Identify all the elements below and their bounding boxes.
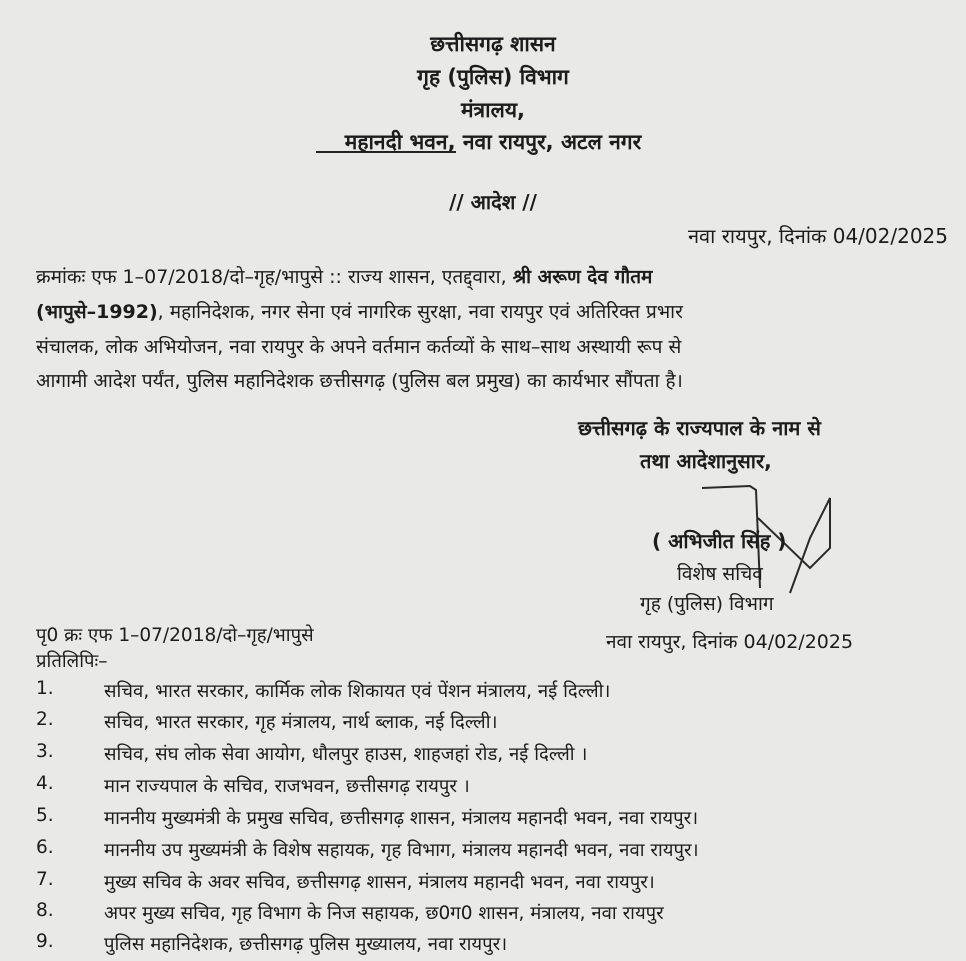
governor-line-1: छत्तीसगढ़ के राज्यपाल के नाम से bbox=[578, 416, 821, 440]
order-date: नवा रायपुर, दिनांक 04/02/2025 bbox=[687, 224, 948, 248]
list-number: 2. bbox=[36, 709, 54, 730]
list-text: मान राज्यपाल के सचिव, राजभवन, छत्तीसगढ़ रायपुर । bbox=[104, 776, 470, 797]
list-text: मुख्य सचिव के अवर सचिव, छत्तीसगढ़ शासन, मंत्रालय महानदी भवन, नवा रायपुर। bbox=[104, 872, 655, 893]
order-reference-text: क्रमांकः एफ 1–07/2018/दो–गृह/भापुसे :: राज्य शासन, एतद्द्वारा, bbox=[36, 266, 513, 288]
body-line-1 bbox=[36, 260, 652, 295]
signatory-designation: विशेष सचिव bbox=[677, 563, 763, 585]
header-department: गृह (पुलिस) विभाग bbox=[417, 65, 569, 89]
list-number: 9. bbox=[36, 931, 54, 952]
list-number: 4. bbox=[36, 773, 54, 794]
copy-label: प्रतिलिपिः– bbox=[36, 651, 108, 672]
header-government: छत्तीसगढ़ शासन bbox=[430, 32, 556, 56]
body-line-4: आगामी आदेश पर्यंत, पुलिस महानिदेशक छत्तीसगढ़ (पुलिस बल प्रमुख) का कार्यभार सौंपता है। bbox=[36, 370, 683, 392]
list-number: 1. bbox=[36, 678, 54, 699]
endorsement-reference: पृ0 क्रः एफ 1–07/2018/दो–गृह/भापुसे bbox=[36, 625, 314, 646]
order-title: // आदेश // bbox=[449, 190, 537, 214]
signatory-department: गृह (पुलिस) विभाग bbox=[640, 593, 774, 615]
officer-designation-text: , महानिदेशक, नगर सेना एवं नागरिक सुरक्षा, नवा रायपुर एवं अतिरिक्त प्रभार bbox=[157, 301, 683, 323]
list-number: 8. bbox=[36, 900, 54, 921]
list-number: 5. bbox=[36, 805, 54, 826]
list-text: माननीय उप मुख्यमंत्री के विशेष सहायक, गृह विभाग, मंत्रालय महानदी भवन, नवा रायपुर। bbox=[104, 840, 699, 861]
governor-line-2: तथा आदेशानुसार, bbox=[640, 449, 772, 473]
list-text: पुलिस महानिदेशक, छत्तीसगढ़ पुलिस मुख्यालय, नवा रायपुर। bbox=[104, 934, 508, 955]
endorsement-date: नवा रायपुर, दिनांक 04/02/2025 bbox=[606, 631, 854, 653]
list-text: अपर मुख्य सचिव, गृह विभाग के निज सहायक, छ0ग0 शासन, मंत्रालय, नवा रायपुर bbox=[104, 903, 664, 924]
list-text: सचिव, संघ लोक सेवा आयोग, धौलपुर हाउस, शाहजहां रोड, नई दिल्ली । bbox=[104, 744, 588, 765]
list-text: माननीय मुख्यमंत्री के प्रमुख सचिव, छत्तीसगढ़ शासन, मंत्रालय महानदी भवन, नवा रायपुर। bbox=[104, 808, 699, 829]
list-item bbox=[0, 805, 966, 835]
list-number: 7. bbox=[36, 869, 54, 890]
list-item bbox=[0, 837, 966, 867]
list-item bbox=[0, 869, 966, 899]
signatory-name: ( अभिजीत सिंह ) bbox=[652, 529, 787, 553]
body-line-3: संचालक, लोक अभियोजन, नवा रायपुर के अपने वर्तमान कर्तव्यों के साथ–साथ अस्थायी रूप से bbox=[36, 336, 682, 358]
list-text: सचिव, भारत सरकार, गृह मंत्रालय, नार्थ ब्लाक, नई दिल्ली। bbox=[104, 712, 498, 733]
header-ministry: मंत्रालय, bbox=[461, 98, 525, 122]
list-item bbox=[0, 709, 966, 739]
list-item bbox=[0, 773, 966, 803]
list-item bbox=[0, 931, 966, 961]
body-line-2 bbox=[36, 295, 683, 330]
list-number: 3. bbox=[36, 741, 54, 762]
address-underline bbox=[316, 151, 456, 153]
list-text: सचिव, भारत सरकार, कार्मिक लोक शिकायत एवं पेंशन मंत्रालय, नई दिल्ली। bbox=[104, 681, 611, 702]
officer-batch: (भापुसे–1992) bbox=[36, 301, 158, 323]
list-number: 6. bbox=[36, 837, 54, 858]
list-item bbox=[0, 678, 966, 708]
list-item bbox=[0, 741, 966, 771]
list-item bbox=[0, 900, 966, 930]
header-address: महानदी भवन, नवा रायपुर, अटल नगर bbox=[344, 130, 642, 154]
officer-name: श्री अरूण देव गौतम bbox=[512, 266, 653, 288]
